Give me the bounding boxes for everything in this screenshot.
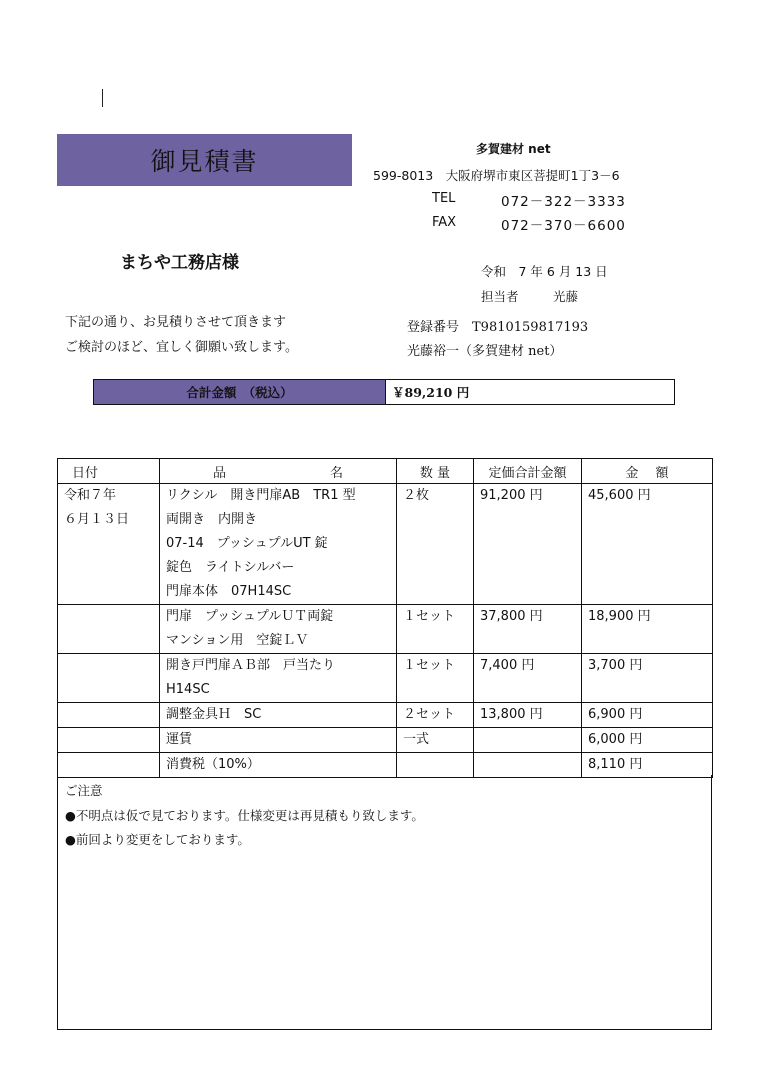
row-item — [160, 484, 397, 605]
row-item-line: 運賃 — [166, 732, 193, 747]
row-date — [58, 605, 160, 654]
row-list-price-line: 37,800 円 — [480, 609, 543, 624]
row-qty-line: ２セット — [403, 707, 456, 722]
table-row — [58, 484, 713, 605]
row-item-line: リクシル 開き門扉AB TR1 型 — [166, 488, 356, 503]
table-row — [58, 703, 713, 728]
row-qty-line: ２枚 — [403, 488, 430, 503]
total-amount-value: ￥89,210 円 — [392, 385, 470, 400]
row-item-line: 調整金具Ｈ SC — [166, 707, 262, 722]
staff-name: 光藤 — [553, 289, 579, 304]
issuer-name: 光藤裕一（多賀建材 net） — [407, 344, 563, 359]
row-date-line: ６月１３日 — [64, 512, 130, 527]
row-amount — [582, 753, 713, 778]
row-qty-line: １セット — [403, 609, 456, 624]
row-date — [58, 703, 160, 728]
intro-line: ご検討のほど、宜しく御願い致します。 — [65, 340, 298, 355]
tel-number: 072－322－3333 — [501, 194, 626, 210]
row-qty-line: 一式 — [403, 732, 430, 747]
table-row — [58, 654, 713, 703]
estimate-table — [57, 458, 713, 778]
row-item-line: 門扉本体 07H14SC — [166, 584, 292, 599]
row-amount — [582, 605, 713, 654]
row-qty-line: １セット — [403, 658, 456, 673]
note-line: ●前回より変更をしております。 — [65, 832, 250, 847]
row-list-price — [474, 753, 582, 778]
row-amount-line: 18,900 円 — [588, 609, 651, 624]
row-list-price-line: 91,200 円 — [480, 488, 543, 503]
row-list-price — [474, 654, 582, 703]
row-amount — [582, 728, 713, 753]
document-title: 御見積書 — [150, 147, 259, 176]
header-item: 品 名 — [160, 459, 397, 484]
table-row — [58, 605, 713, 654]
row-item — [160, 703, 397, 728]
row-qty — [397, 654, 474, 703]
table-row — [58, 728, 713, 753]
row-date-line: 令和７年 — [64, 488, 117, 503]
header-qty: 数 量 — [397, 459, 474, 484]
row-date — [58, 654, 160, 703]
notes-box — [57, 775, 712, 1030]
row-item-line: マンション用 空錠ＬＶ — [166, 633, 309, 648]
row-amount-line: 8,110 円 — [588, 757, 643, 772]
row-date — [58, 728, 160, 753]
company-name: 多賀建材 net — [476, 142, 551, 156]
header-amount: 金 額 — [582, 459, 713, 484]
row-list-price-line: 13,800 円 — [480, 707, 543, 722]
company-address: 599-8013 大阪府堺市東区菩提町1丁3－6 — [373, 168, 620, 183]
document-title-box — [57, 134, 352, 186]
row-item-line: H14SC — [166, 682, 210, 697]
row-list-price — [474, 728, 582, 753]
row-qty — [397, 605, 474, 654]
row-item-line: 両開き 内開き — [166, 512, 258, 527]
row-amount-line: 6,900 円 — [588, 707, 643, 722]
row-item — [160, 753, 397, 778]
total-amount-box — [93, 379, 675, 405]
row-date — [58, 484, 160, 605]
row-list-price — [474, 703, 582, 728]
header-list-price: 定価合計金額 — [474, 459, 582, 484]
notes-title: ご注意 — [65, 783, 103, 798]
row-qty — [397, 728, 474, 753]
row-item-line: 07‐14 プッシュプルUT 錠 — [166, 536, 328, 551]
registration-number: 登録番号 T9810159817193 — [407, 320, 589, 335]
row-item-line: 錠色 ライトシルバー — [166, 560, 295, 575]
row-amount-line: 3,700 円 — [588, 658, 643, 673]
fax-label: FAX — [432, 215, 457, 230]
row-amount — [582, 484, 713, 605]
note-line: ●不明点は仮で見ております。仕様変更は再見積もり致します。 — [65, 808, 424, 823]
row-item-line: 消費税（10%） — [166, 757, 260, 772]
intro-line: 下記の通り、お見積りさせて頂きます — [65, 315, 287, 330]
row-item — [160, 728, 397, 753]
row-qty — [397, 753, 474, 778]
row-item-line: 開き戸門扉ＡＢ部 戸当たり — [166, 658, 336, 673]
row-date — [58, 753, 160, 778]
row-list-price — [474, 605, 582, 654]
header-date: 日付 — [58, 459, 160, 484]
staff-label: 担当者 — [481, 289, 519, 304]
row-amount — [582, 703, 713, 728]
row-list-price-line: 7,400 円 — [480, 658, 535, 673]
customer-name: まちや工務店様 — [120, 253, 239, 273]
row-item — [160, 654, 397, 703]
issue-date: 令和 7 年 6 月 13 日 — [481, 264, 608, 279]
total-amount-label: 合計金額 （税込） — [94, 380, 386, 404]
fax-number: 072－370－6600 — [501, 218, 626, 234]
row-item — [160, 605, 397, 654]
row-list-price — [474, 484, 582, 605]
row-amount — [582, 654, 713, 703]
row-amount-line: 45,600 円 — [588, 488, 651, 503]
row-item-line: 門扉 プッシュプルＵＴ両錠 — [166, 609, 334, 624]
table-header-row — [58, 459, 713, 484]
row-qty — [397, 484, 474, 605]
table-row — [58, 753, 713, 778]
row-amount-line: 6,000 円 — [588, 732, 643, 747]
tel-label: TEL — [432, 191, 456, 206]
text-cursor-mark — [102, 89, 103, 107]
row-qty — [397, 703, 474, 728]
